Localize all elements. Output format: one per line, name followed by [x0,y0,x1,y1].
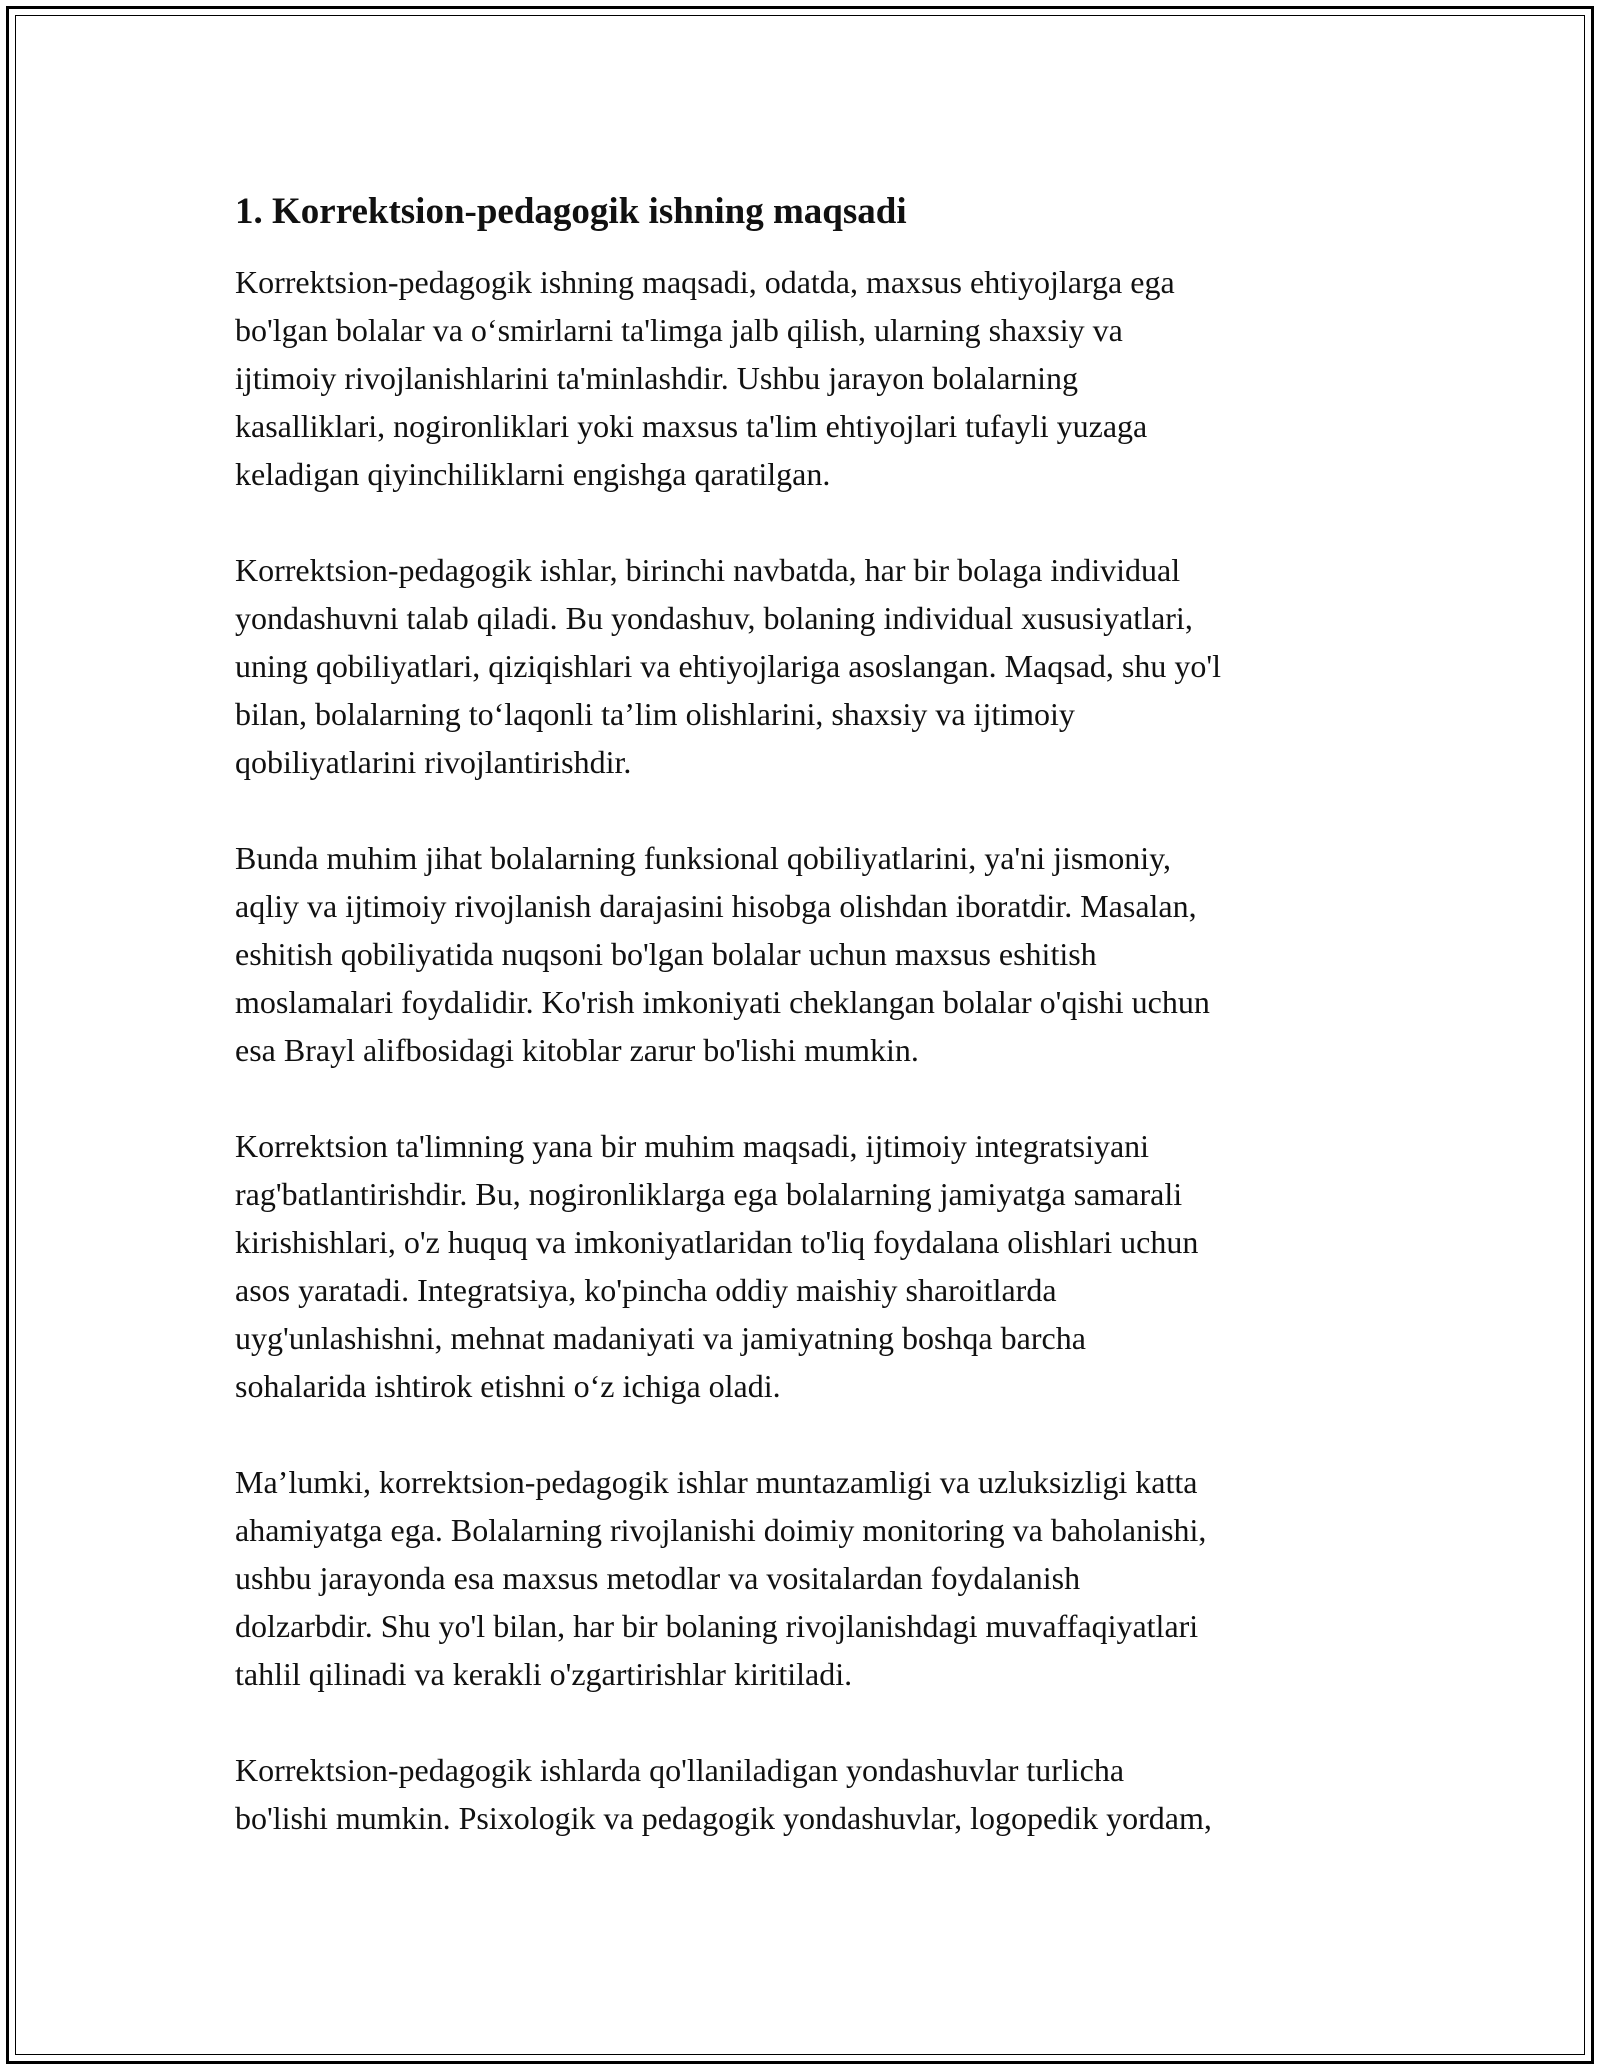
paragraph-line: moslamalari foydalidir. Ko'rish imkoniyati cheklangan bolalar o'qishi uchun [235,984,1210,1020]
paragraph-line: uning qobiliyatlari, qiziqishlari va ehtiyojlariga asoslangan. Maqsad, shu yo'l [235,648,1222,684]
paragraph [235,834,1395,1074]
paragraph-line: ijtimoiy rivojlanishlarini ta'minlashdir. Ushbu jarayon bolalarning [235,360,1078,396]
paragraph-line: aqliy va ijtimoiy rivojlanish darajasini hisobga olishdan iboratdir. Masalan, [235,888,1197,924]
document-body [235,188,1395,1890]
paragraph [235,546,1395,786]
paragraph-line: bilan, bolalarning to‘laqonli ta’lim olishlarini, shaxsiy va ijtimoiy [235,696,1075,732]
paragraph-line: Korrektsion-pedagogik ishning maqsadi, odatda, maxsus ehtiyojlarga ega [235,264,1175,300]
paragraph-line: qobiliyatlarini rivojlantirishdir. [235,744,632,780]
paragraph-line: Ma’lumki, korrektsion-pedagogik ishlar muntazamligi va uzluksizligi katta [235,1464,1198,1500]
paragraph-line: keladigan qiyinchiliklarni engishga qaratilgan. [235,456,831,492]
paragraph-line: Korrektsion-pedagogik ishlarda qo'llaniladigan yondashuvlar turlicha [235,1752,1125,1788]
paragraph-line: bo'lishi mumkin. Psixologik va pedagogik yondashuvlar, logopedik yordam, [235,1800,1212,1836]
paragraph [235,258,1395,498]
paragraph [235,1122,1395,1410]
paragraph-line: ahamiyatga ega. Bolalarning rivojlanishi doimiy monitoring va baholanishi, [235,1512,1207,1548]
paragraph-line: ushbu jarayonda esa maxsus metodlar va vositalardan foydalanish [235,1560,1081,1596]
paragraph-line: esa Brayl alifbosidagi kitoblar zarur bo'lishi mumkin. [235,1032,919,1068]
paragraph [235,1746,1395,1842]
paragraph-line: dolzarbdir. Shu yo'l bilan, har bir bolaning rivojlanishdagi muvaffaqiyatlari [235,1608,1199,1644]
paragraph [235,1458,1395,1698]
paragraph-line: kasalliklari, nogironliklari yoki maxsus ta'lim ehtiyojlari tufayli yuzaga [235,408,1148,444]
paragraph-list [235,258,1395,1842]
paragraph-line: kirishishlari, o'z huquq va imkoniyatlaridan to'liq foydalana olishlari uchun [235,1224,1199,1260]
paragraph-line: asos yaratadi. Integratsiya, ko'pincha oddiy maishiy sharoitlarda [235,1272,1057,1308]
paragraph-line: Korrektsion ta'limning yana bir muhim maqsadi, ijtimoiy integratsiyani [235,1128,1150,1164]
paragraph-line: sohalarida ishtirok etishni o‘z ichiga oladi. [235,1368,781,1404]
paragraph-line: bo'lgan bolalar va o‘smirlarni ta'limga jalb qilish, ularning shaxsiy va [235,312,1123,348]
paragraph-line: yondashuvni talab qiladi. Bu yondashuv, bolaning individual xususiyatlari, [235,600,1193,636]
paragraph-line: Bunda muhim jihat bolalarning funksional qobiliyatlarini, ya'ni jismoniy, [235,840,1172,876]
paragraph-line: Korrektsion-pedagogik ishlar, birinchi navbatda, har bir bolaga individual [235,552,1181,588]
paragraph-line: uyg'unlashishni, mehnat madaniyati va jamiyatning boshqa barcha [235,1320,1086,1356]
paragraph-line: tahlil qilinadi va kerakli o'zgartirishlar kiritiladi. [235,1656,853,1692]
section-heading: 1. Korrektsion-pedagogik ishning maqsadi [235,191,907,232]
paragraph-line: rag'batlantirishdir. Bu, nogironliklarga ega bolalarning jamiyatga samarali [235,1176,1183,1212]
paragraph-line: eshitish qobiliyatida nuqsoni bo'lgan bolalar uchun maxsus eshitish [235,936,1097,972]
